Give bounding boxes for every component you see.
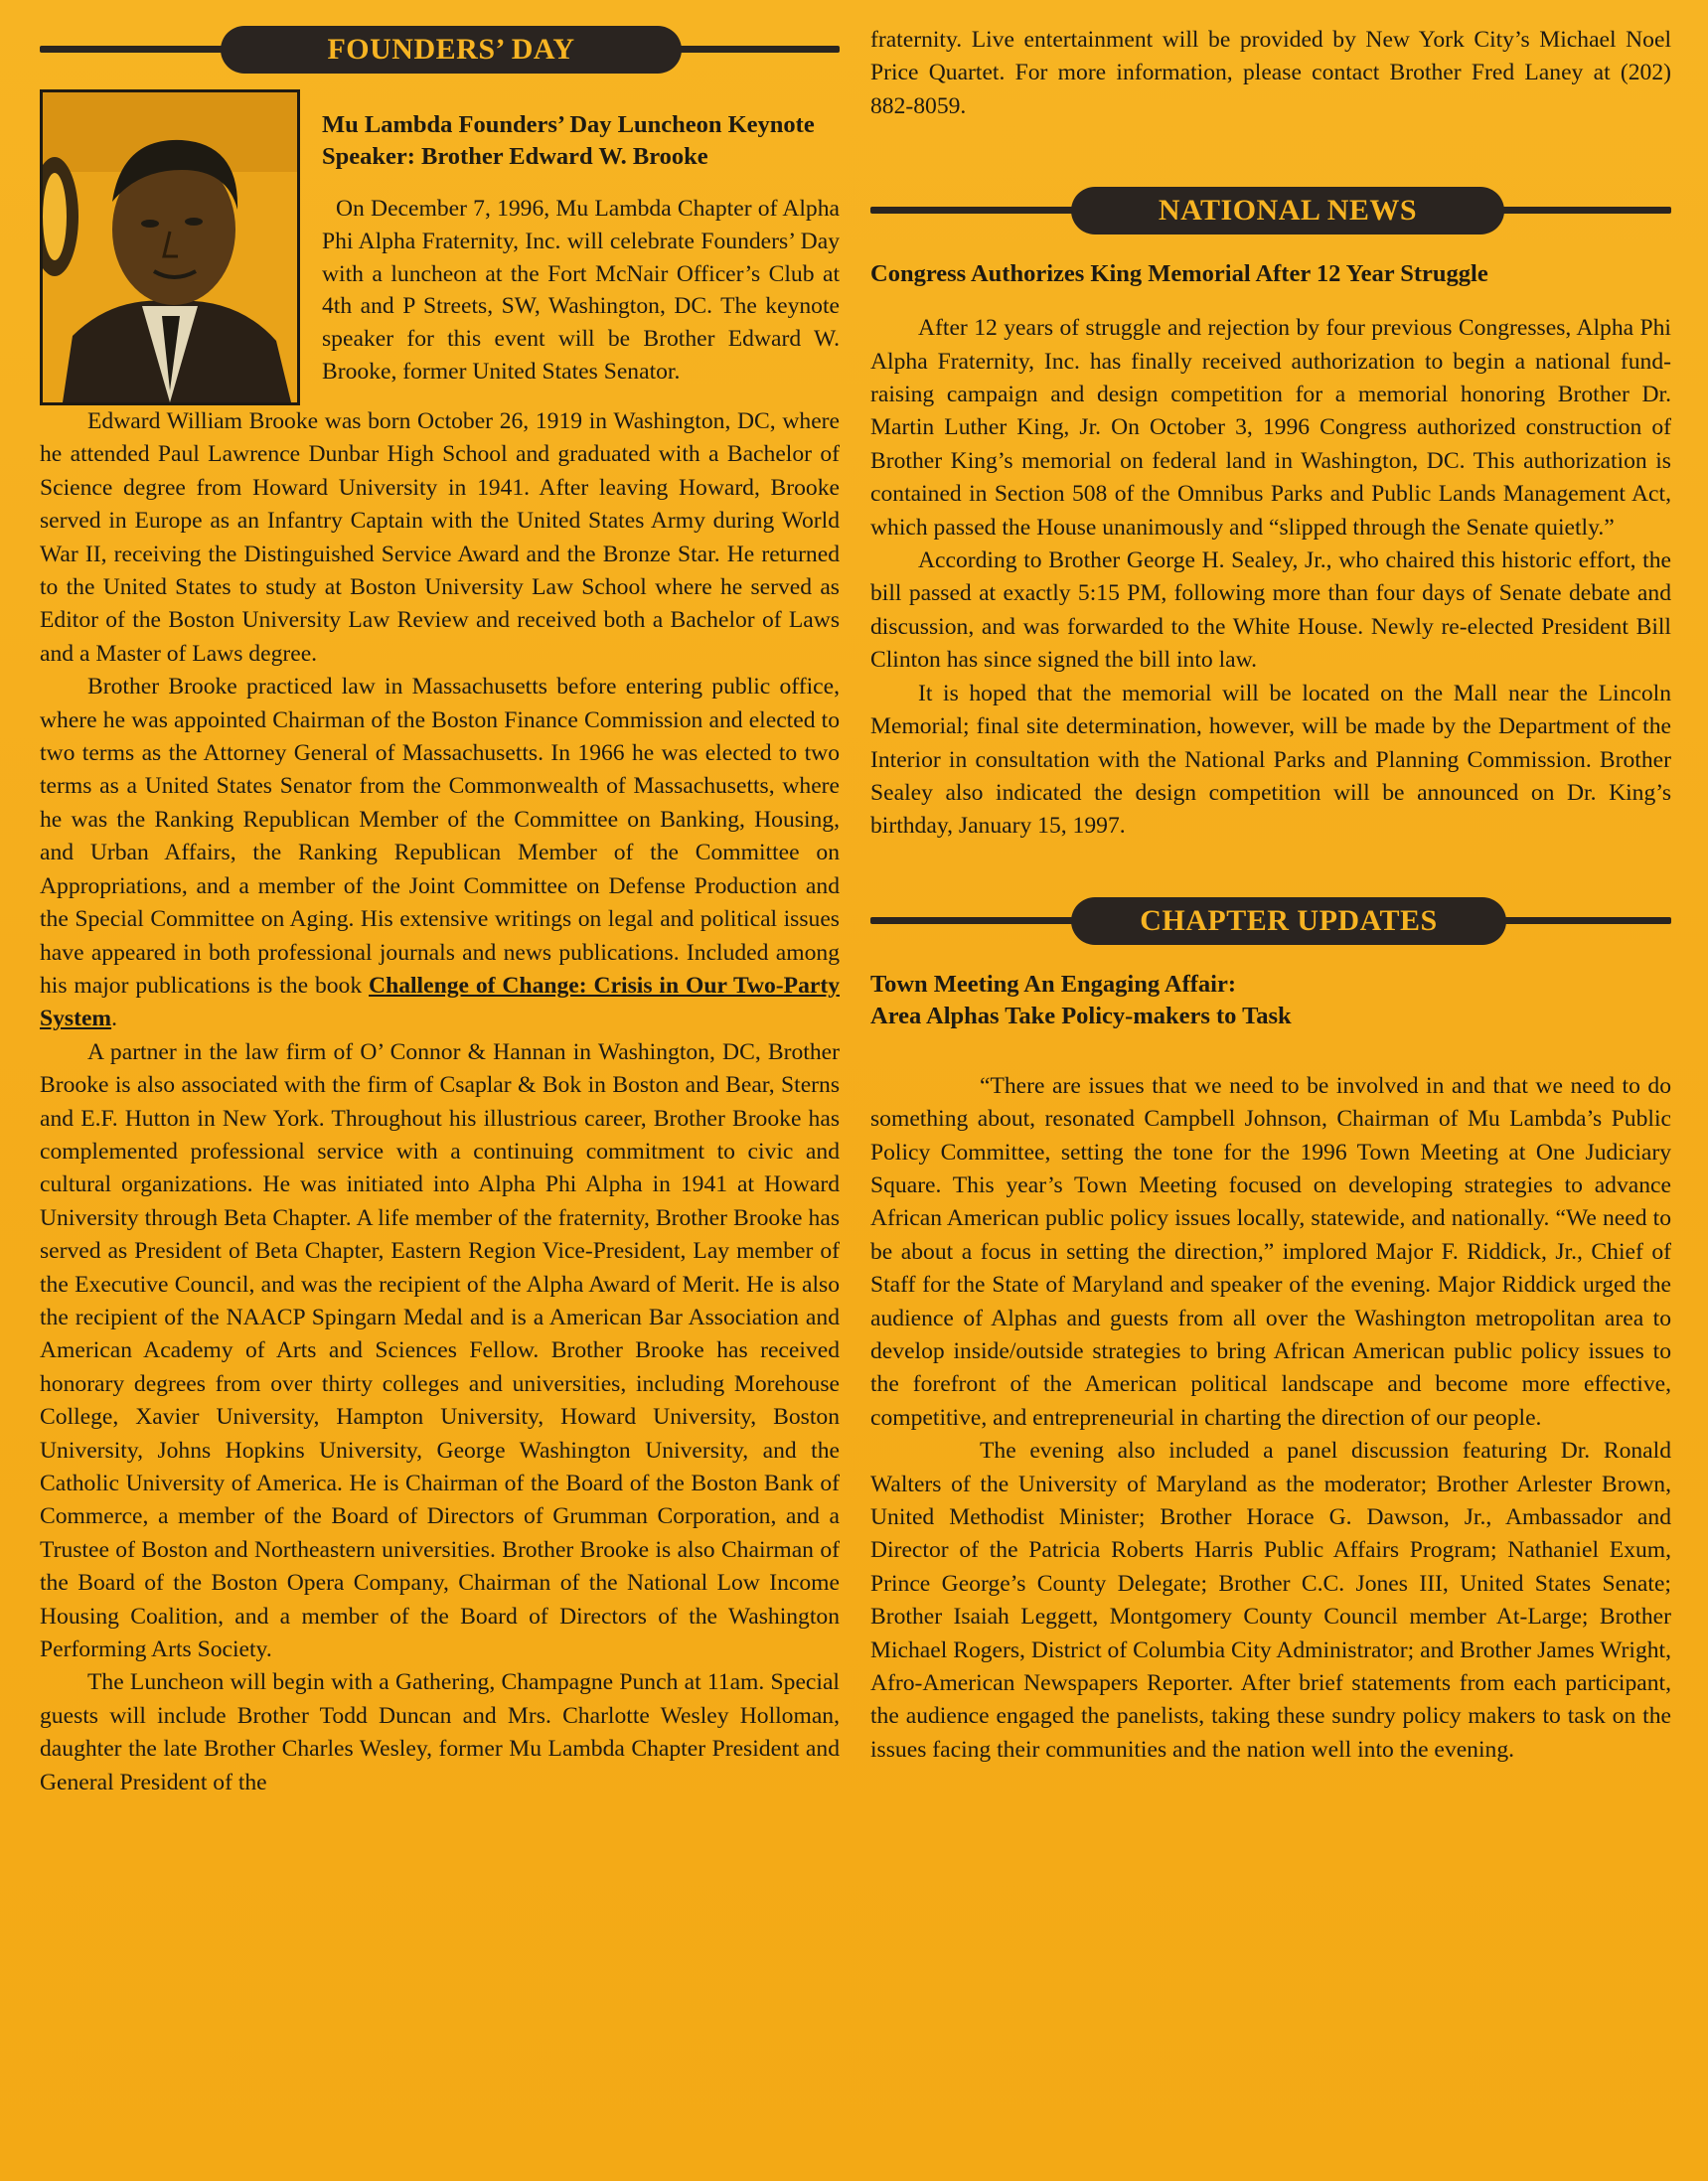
national-news-headline: Congress Authorizes King Memorial After 12 Year Struggle [870,260,1488,288]
town-meeting-paragraph-2: The evening also included a panel discussion featuring Dr. Ronald Walters of the University of Maryland as the moderator; Brother Arlester Brown, United Methodist Minister; Brother Horace G. Dawson, Jr., Ambassador and Director of the Patricia Roberts Harris Public Affairs Program; Nathaniel Exum, Prince George’s County Delegate; Brother C.C. Jones III, United States Senate; Brother Isaiah Leggett, Montgomery County Council member At-Large; Brother Michael Rogers, District of Columbia City Administrator; and Brother James Wright, Afro-American Newspapers Reporter. After brief statements from each participant, the audience engaged the panelists, taking these sundry policy makers to task on the issues facing their communities and the nation well into the evening. [870,1438,1671,1763]
national-news-banner-title: NATIONAL NEWS [1071,187,1504,234]
brooke-bio-paragraph-1: Edward William Brooke was born October 26, 1919 in Washington, DC, where he attended Paul Lawrence Dunbar High School and graduated with a Bachelor of Science degree from Howard University in 1941. After leaving Howard, Brooke served in Europe as an Infantry Captain with the United States Army during World War II, receiving the Distinguished Service Award and the Bronze Star. He returned to the United States to study at Boston University Law School where he served as Editor of the Boston University Law Review and received both a Bachelor of Laws and a Master of Laws degree. [40,408,840,667]
brooke-bio-paragraph-2: Brother Brooke practiced law in Massachusetts before entering public office, where he was appointed Chairman of the Boston Finance Commission and elected to two terms as the Attorney General of Massachusetts. In 1966 he was elected to two terms as a United States Senator from the Commonwealth of Massachusetts, where he was the Ranking Republican Member of the Committee on Banking, Housing, and Urban Affairs, the Ranking Republican Member of the Committee on Appropriations, and a member of the Joint Committee on Defense Production and the Special Committee on Aging. His extensive writings on legal and political issues have appeared in both professional journals and news publications. Included among his major publications is the book Challenge of Change: Crisis in Our Two-Party System. [40,674,840,1032]
national-news-paragraph-2: According to Brother George H. Sealey, Jr., who chaired this historic effort, the bill passed at exactly 5:15 PM, following more than four days of Senate debate and discussion, and was forwarded to the White House. Newly re-elected President Bill Clinton has since signed the bill into law. [870,547,1671,674]
left-column [40,22,840,1799]
founders-day-banner [40,22,840,78]
chapter-updates-headline-1: Town Meeting An Engaging Affair: [870,970,1236,998]
national-news-paragraph-1: After 12 years of struggle and rejection by four previous Congresses, Alpha Phi Alpha Fraternity, Inc. has finally received authorization to begin a national fund-raising campaign and design competition for a memorial honoring Brother Dr. Martin Luther King, Jr. On October 3, 1996 Congress authorized construction of Brother King’s memorial on federal land in Washington, DC. This authorization is contained in Section 508 of the Omnibus Parks and Public Lands Management Act, which passed the House unanimously and “slipped through the Senate quietly.” [870,315,1671,541]
portrait-photo [40,89,300,405]
portrait-illustration [43,92,297,402]
national-news-paragraph-3: It is hoped that the memorial will be located on the Mall near the Lincoln Memorial; final site determination, however, will be made by the Department of the Interior in consultation with the National Parks and Planning Commission. Brother Sealey also indicated the design competition will be announced on Dr. King’s birthday, January 15, 1997. [870,680,1671,840]
chapter-updates-banner [870,893,1671,949]
chapter-updates-headline-2: Area Alphas Take Policy-makers to Task [870,1002,1292,1029]
national-news-banner [870,183,1671,238]
luncheon-paragraph: The Luncheon will begin with a Gathering, Champagne Punch at 11am. Special guests will include Brother Todd Duncan and Mrs. Charlotte Wesley Holloman, daughter the late Brother Charles Wesley, former Mu Lambda Chapter President and General President of the [40,1669,840,1795]
right-column [870,24,1671,1767]
founders-day-intro [40,87,840,405]
brooke-bio-paragraph-3: A partner in the law firm of O’ Connor & Hannan in Washington, DC, Brother Brooke is also associated with the firm of Csaplar & Bok in Boston and Bear, Sterns and E.F. Hutton in New York. Throughout his illustrious career, Brother Brooke has complemented professional service with a continuing commitment to civic and cultural organizations. He was initiated into Alpha Phi Alpha in 1941 at Howard University through Beta Chapter. A life member of the fraternity, Brother Brooke has served as President of Beta Chapter, Eastern Region Vice-President, Lay member of the Executive Council, and was the recipient of the Alpha Award of Merit. He is also the recipient of the NAACP Spingarn Medal and is a American Bar Association and American Academy of Arts and Sciences Fellow. Brother Brooke has received honorary degrees from over thirty colleges and universities, including Morehouse College, Xavier University, Hampton University, Howard University, Boston University, Johns Hopkins University, George Washington University, and the Catholic University of America. He is Chairman of the Board of the Boston Bank of Commerce, a member of the Board of Directors of Grumman Corporation, and a Trustee of Boston and Northeastern universities. Brother Brooke is also Chairman of the Board of the Boston Opera Company, Chairman of the National Low Income Housing Coalition, and a member of the Board of Directors of the Washington Performing Arts Society. [40,1038,840,1663]
founders-day-banner-title: FOUNDERS’ DAY [221,26,682,74]
chapter-updates-banner-title: CHAPTER UPDATES [1071,897,1506,945]
founders-day-headline: Mu Lambda Founders’ Day Luncheon Keynote Speaker: Brother Edward W. Brooke [322,111,815,170]
founders-day-intro-paragraph: On December 7, 1996, Mu Lambda Chapter of Alpha Phi Alpha Fraternity, Inc. will celebrate Founders’ Day with a luncheon at the Fort McNair Officer’s Club at 4th and P Streets, SW, Washington, DC. The keynote speaker for this event will be Brother Edward W. Brooke, former United States Senator. [322,196,840,385]
book-title: Challenge of Change: Crisis in Our Two-Party System [40,972,840,1032]
luncheon-continuation: fraternity. Live entertainment will be provided by New York City’s Michael Noel Price Quartet. For more information, please contact Brother Fred Laney at (202) 882-8059. [870,27,1671,119]
town-meeting-paragraph-1: “There are issues that we need to be involved in and that we need to do something about, resonated Campbell Johnson, Chairman of Mu Lambda’s Public Policy Committee, setting the tone for the 1996 Town Meeting at One Judiciary Square. This year’s Town Meeting focused on developing strategies to advance African American public policy issues locally, statewide, and nationally. “We need to be about a focus in setting the direction,” implored Major F. Riddick, Jr., Chief of Staff for the State of Maryland and speaker of the evening. Major Riddick urged the audience of Alphas and guests from all over the Washington metropolitan area to develop inside/outside strategies to bring African American public policy issues to the forefront of the American political landscape and become more effective, competitive, and entrepreneurial in charting the direction of our people. [870,1072,1671,1431]
